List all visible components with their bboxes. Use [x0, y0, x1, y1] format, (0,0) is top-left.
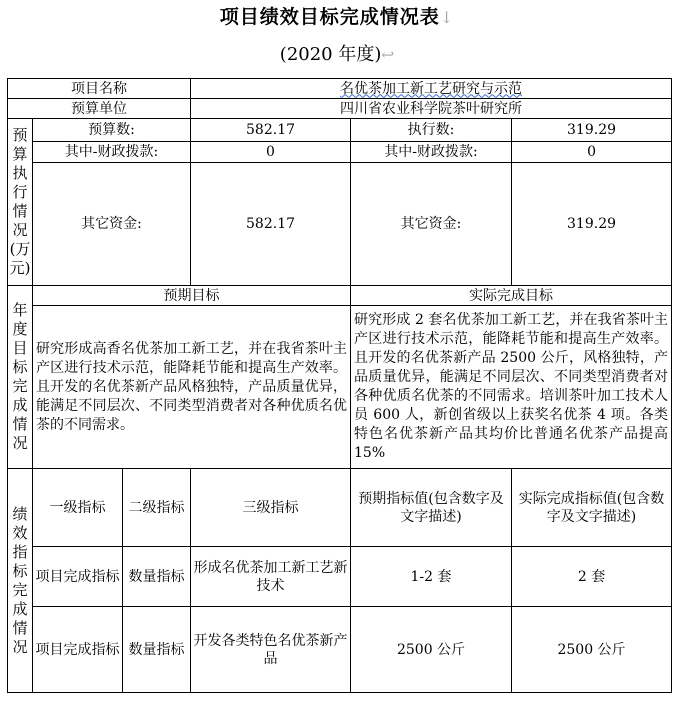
table-row [8, 163, 672, 286]
other-funds-label-left: 其它资金: [33, 163, 191, 286]
budget-section-label: 预算执行情况(万元) [8, 119, 33, 286]
table-row [8, 547, 672, 607]
row1-expected: 1-2 套 [351, 547, 512, 607]
table-row [8, 469, 672, 547]
row2-level2: 数量指标 [123, 607, 191, 693]
row1-actual: 2 套 [512, 547, 672, 607]
header-level3: 三级指标 [191, 469, 351, 547]
actual-goal-header: 实际完成目标 [351, 286, 672, 306]
budget-unit-value: 四川省农业科学院茶叶研究所 [191, 99, 672, 119]
performance-section-label: 绩效指标完成情况 [8, 469, 33, 693]
row1-level3: 形成名优茶加工新工艺新技术 [191, 547, 351, 607]
table-row [8, 607, 672, 693]
table-row [8, 306, 672, 469]
fiscal-label-left: 其中-财政拨款: [33, 142, 191, 163]
other-funds-label-right: 其它资金: [351, 163, 512, 286]
budget-amount-label: 预算数: [33, 119, 191, 142]
project-name-value: 名优茶加工新工艺研究与示范 [191, 79, 672, 99]
row1-level2: 数量指标 [123, 547, 191, 607]
other-funds-value-right: 319.29 [512, 163, 672, 286]
table-row [8, 119, 672, 142]
table-row [8, 99, 672, 119]
row2-level3: 开发各类特色名优茶新产品 [191, 607, 351, 693]
table-row [8, 79, 672, 99]
row2-actual: 2500 公斤 [512, 607, 672, 693]
header-expected: 预期指标值(包含数字及文字描述) [351, 469, 512, 547]
table-row [8, 286, 672, 306]
fiscal-value-right: 0 [512, 142, 672, 163]
header-actual: 实际完成指标值(包含数字及文字描述) [512, 469, 672, 547]
project-name-label: 项目名称 [8, 79, 191, 99]
exec-amount-label: 执行数: [351, 119, 512, 142]
actual-goal-text: 研究形成 2 套名优茶加工新工艺，并在我省茶叶主产区进行技术示范，能降耗节能和提高生产效率。且开发的名优茶新产品 2500 公斤，风格独特，产品质量优异，能满足不同层次、不同类型消费者对各种优质名优茶的不同需求。培训茶叶加工技术人员 600 人，新创省级以上获奖名优茶 4 项。各类特色名优茶新产品其均价比普通名优茶产品提高 15% [351, 306, 672, 469]
header-level2: 二级指标 [123, 469, 191, 547]
header-level1: 一级指标 [33, 469, 123, 547]
expected-goal-header: 预期目标 [33, 286, 351, 306]
row2-level1: 项目完成指标 [33, 607, 123, 693]
annual-section-label: 年度目标完成情况 [8, 286, 33, 469]
performance-table [7, 78, 672, 693]
row1-level1: 项目完成指标 [33, 547, 123, 607]
fiscal-value-left: 0 [191, 142, 351, 163]
expected-goal-text: 研究形成高香名优茶加工新工艺，并在我省茶叶主产区进行技术示范，能降耗节能和提高生产效率。且开发的名优茶新产品风格独特，产品质量优异，能满足不同层次、不同类型消费者对各种优质名优茶的不同需求。 [33, 306, 351, 469]
fiscal-label-right: 其中-财政拨款: [351, 142, 512, 163]
budget-amount-value: 582.17 [191, 119, 351, 142]
page-subtitle: (2020 年度)↩ [279, 44, 395, 65]
row2-expected: 2500 公斤 [351, 607, 512, 693]
page-title: 项目绩效目标完成情况表↓ [219, 6, 455, 28]
other-funds-value-left: 582.17 [191, 163, 351, 286]
budget-unit-label: 预算单位 [8, 99, 191, 119]
table-row [8, 142, 672, 163]
exec-amount-value: 319.29 [512, 119, 672, 142]
